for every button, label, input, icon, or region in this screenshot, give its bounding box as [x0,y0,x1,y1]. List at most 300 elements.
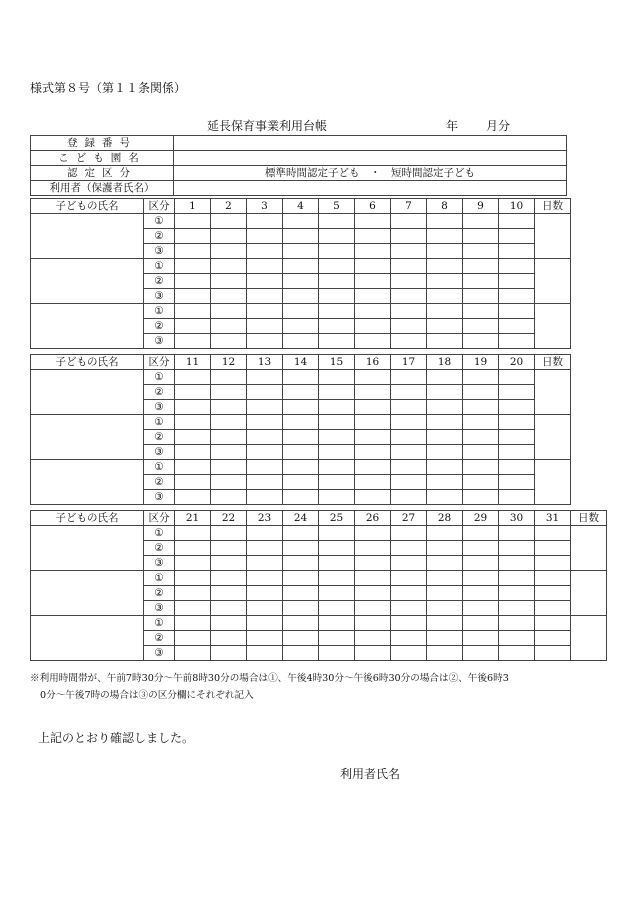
day-cell[interactable] [247,244,283,259]
day-cell[interactable] [211,526,247,541]
day-cell[interactable] [247,556,283,571]
day-cell[interactable] [355,430,391,445]
day-cell[interactable] [319,445,355,460]
day-cell[interactable] [463,214,499,229]
day-cell[interactable] [175,214,211,229]
day-cell[interactable] [283,289,319,304]
day-cell[interactable] [247,319,283,334]
child-name-field[interactable] [31,415,144,460]
day-cell[interactable] [319,571,355,586]
day-cell[interactable] [319,289,355,304]
day-cell[interactable] [283,259,319,274]
day-cell[interactable] [427,274,463,289]
day-cell[interactable] [175,370,211,385]
day-cell[interactable] [499,556,535,571]
day-cell[interactable] [427,556,463,571]
day-cell[interactable] [499,601,535,616]
day-cell[interactable] [499,214,535,229]
day-cell[interactable] [355,400,391,415]
day-cell[interactable] [499,274,535,289]
day-cell[interactable] [391,244,427,259]
day-cell[interactable] [283,526,319,541]
day-cell[interactable] [355,475,391,490]
day-cell[interactable] [355,571,391,586]
day-cell[interactable] [283,616,319,631]
day-cell[interactable] [463,556,499,571]
day-cell[interactable] [211,334,247,349]
day-cell[interactable] [355,616,391,631]
day-cell[interactable] [499,586,535,601]
day-cell[interactable] [499,244,535,259]
day-cell[interactable] [499,415,535,430]
day-cell[interactable] [211,556,247,571]
day-cell[interactable] [319,541,355,556]
day-cell[interactable] [211,430,247,445]
day-cell[interactable] [211,304,247,319]
day-cell[interactable] [391,460,427,475]
day-cell[interactable] [319,556,355,571]
child-name-field[interactable] [31,460,144,505]
day-cell[interactable] [391,289,427,304]
day-cell[interactable] [283,244,319,259]
day-cell[interactable] [427,259,463,274]
child-name-field[interactable] [31,571,144,616]
day-cell[interactable] [211,541,247,556]
day-cell[interactable] [283,646,319,661]
day-cell[interactable] [211,571,247,586]
day-cell[interactable] [247,229,283,244]
day-cell[interactable] [427,304,463,319]
day-cell[interactable] [427,445,463,460]
day-cell[interactable] [175,631,211,646]
day-cell[interactable] [391,586,427,601]
day-cell[interactable] [211,370,247,385]
day-cell[interactable] [247,646,283,661]
day-cell[interactable] [247,304,283,319]
day-cell[interactable] [283,415,319,430]
day-cell[interactable] [427,430,463,445]
day-cell[interactable] [283,601,319,616]
day-cell[interactable] [247,490,283,505]
day-cell[interactable] [247,526,283,541]
day-cell[interactable] [535,631,571,646]
day-cell[interactable] [247,370,283,385]
day-cell[interactable] [355,601,391,616]
day-cell[interactable] [211,214,247,229]
day-cell[interactable] [355,274,391,289]
day-cell[interactable] [463,646,499,661]
day-cell[interactable] [499,541,535,556]
day-cell[interactable] [319,460,355,475]
day-cell[interactable] [319,430,355,445]
day-cell[interactable] [355,334,391,349]
day-cell[interactable] [427,541,463,556]
day-cell[interactable] [211,229,247,244]
day-cell[interactable] [283,475,319,490]
day-cell[interactable] [499,334,535,349]
day-cell[interactable] [175,415,211,430]
day-cell[interactable] [319,214,355,229]
day-cell[interactable] [427,400,463,415]
day-cell[interactable] [211,475,247,490]
day-cell[interactable] [211,259,247,274]
day-cell[interactable] [499,385,535,400]
day-cell[interactable] [211,289,247,304]
day-cell[interactable] [535,541,571,556]
days-count-field[interactable] [535,460,571,505]
day-cell[interactable] [211,244,247,259]
day-cell[interactable] [247,475,283,490]
day-cell[interactable] [499,304,535,319]
day-cell[interactable] [391,214,427,229]
day-cell[interactable] [355,319,391,334]
day-cell[interactable] [463,631,499,646]
day-cell[interactable] [391,415,427,430]
day-cell[interactable] [427,244,463,259]
day-cell[interactable] [211,400,247,415]
day-cell[interactable] [463,274,499,289]
days-count-field[interactable] [535,214,571,259]
day-cell[interactable] [499,445,535,460]
day-cell[interactable] [319,490,355,505]
day-cell[interactable] [535,601,571,616]
day-cell[interactable] [211,631,247,646]
day-cell[interactable] [391,556,427,571]
day-cell[interactable] [463,445,499,460]
day-cell[interactable] [391,571,427,586]
day-cell[interactable] [319,601,355,616]
day-cell[interactable] [319,304,355,319]
day-cell[interactable] [463,475,499,490]
day-cell[interactable] [175,385,211,400]
day-cell[interactable] [319,259,355,274]
day-cell[interactable] [283,370,319,385]
day-cell[interactable] [427,415,463,430]
day-cell[interactable] [319,475,355,490]
day-cell[interactable] [211,415,247,430]
day-cell[interactable] [283,229,319,244]
days-count-field[interactable] [571,571,607,616]
day-cell[interactable] [283,274,319,289]
day-cell[interactable] [319,400,355,415]
day-cell[interactable] [283,541,319,556]
day-cell[interactable] [355,631,391,646]
day-cell[interactable] [247,586,283,601]
day-cell[interactable] [391,541,427,556]
user-guardian-field[interactable] [174,181,567,196]
day-cell[interactable] [427,601,463,616]
child-name-field[interactable] [31,616,144,661]
day-cell[interactable] [499,319,535,334]
day-cell[interactable] [391,616,427,631]
registration-number-field[interactable] [174,136,567,151]
day-cell[interactable] [391,229,427,244]
day-cell[interactable] [499,646,535,661]
day-cell[interactable] [355,541,391,556]
day-cell[interactable] [535,646,571,661]
day-cell[interactable] [463,259,499,274]
day-cell[interactable] [499,526,535,541]
day-cell[interactable] [427,334,463,349]
child-name-field[interactable] [31,304,144,349]
day-cell[interactable] [427,289,463,304]
day-cell[interactable] [175,259,211,274]
day-cell[interactable] [391,334,427,349]
day-cell[interactable] [535,616,571,631]
day-cell[interactable] [391,631,427,646]
day-cell[interactable] [355,214,391,229]
day-cell[interactable] [391,490,427,505]
day-cell[interactable] [247,385,283,400]
day-cell[interactable] [463,400,499,415]
child-name-field[interactable] [31,526,144,571]
days-count-field[interactable] [535,304,571,349]
day-cell[interactable] [175,616,211,631]
day-cell[interactable] [391,304,427,319]
day-cell[interactable] [535,526,571,541]
day-cell[interactable] [319,646,355,661]
day-cell[interactable] [427,475,463,490]
day-cell[interactable] [283,334,319,349]
day-cell[interactable] [355,244,391,259]
day-cell[interactable] [283,214,319,229]
day-cell[interactable] [211,601,247,616]
day-cell[interactable] [211,646,247,661]
day-cell[interactable] [427,319,463,334]
days-count-field[interactable] [535,370,571,415]
day-cell[interactable] [175,490,211,505]
day-cell[interactable] [463,586,499,601]
day-cell[interactable] [463,430,499,445]
day-cell[interactable] [463,304,499,319]
day-cell[interactable] [463,415,499,430]
day-cell[interactable] [391,259,427,274]
day-cell[interactable] [427,586,463,601]
day-cell[interactable] [355,304,391,319]
day-cell[interactable] [283,490,319,505]
day-cell[interactable] [499,430,535,445]
day-cell[interactable] [355,259,391,274]
day-cell[interactable] [427,460,463,475]
day-cell[interactable] [499,400,535,415]
day-cell[interactable] [463,370,499,385]
day-cell[interactable] [319,616,355,631]
day-cell[interactable] [175,400,211,415]
day-cell[interactable] [175,526,211,541]
day-cell[interactable] [283,460,319,475]
day-cell[interactable] [211,385,247,400]
day-cell[interactable] [319,526,355,541]
day-cell[interactable] [319,229,355,244]
day-cell[interactable] [427,214,463,229]
days-count-field[interactable] [571,616,607,661]
day-cell[interactable] [463,571,499,586]
day-cell[interactable] [499,616,535,631]
day-cell[interactable] [247,430,283,445]
day-cell[interactable] [247,214,283,229]
child-name-field[interactable] [31,214,144,259]
day-cell[interactable] [247,334,283,349]
day-cell[interactable] [463,460,499,475]
days-count-field[interactable] [535,415,571,460]
day-cell[interactable] [535,571,571,586]
day-cell[interactable] [355,526,391,541]
day-cell[interactable] [391,370,427,385]
day-cell[interactable] [499,631,535,646]
day-cell[interactable] [463,319,499,334]
day-cell[interactable] [499,490,535,505]
day-cell[interactable] [391,445,427,460]
day-cell[interactable] [391,385,427,400]
day-cell[interactable] [499,475,535,490]
day-cell[interactable] [319,385,355,400]
day-cell[interactable] [355,229,391,244]
day-cell[interactable] [247,631,283,646]
day-cell[interactable] [247,259,283,274]
day-cell[interactable] [319,274,355,289]
day-cell[interactable] [355,490,391,505]
day-cell[interactable] [427,646,463,661]
day-cell[interactable] [175,475,211,490]
day-cell[interactable] [391,646,427,661]
day-cell[interactable] [499,370,535,385]
day-cell[interactable] [355,370,391,385]
day-cell[interactable] [535,556,571,571]
day-cell[interactable] [247,541,283,556]
day-cell[interactable] [211,319,247,334]
day-cell[interactable] [355,289,391,304]
day-cell[interactable] [319,586,355,601]
day-cell[interactable] [175,289,211,304]
day-cell[interactable] [175,586,211,601]
day-cell[interactable] [355,385,391,400]
day-cell[interactable] [391,526,427,541]
day-cell[interactable] [427,631,463,646]
day-cell[interactable] [427,229,463,244]
day-cell[interactable] [355,460,391,475]
day-cell[interactable] [247,616,283,631]
day-cell[interactable] [247,415,283,430]
day-cell[interactable] [211,616,247,631]
day-cell[interactable] [247,601,283,616]
day-cell[interactable] [175,304,211,319]
day-cell[interactable] [355,415,391,430]
day-cell[interactable] [463,541,499,556]
child-name-field[interactable] [31,259,144,304]
day-cell[interactable] [175,430,211,445]
day-cell[interactable] [211,274,247,289]
day-cell[interactable] [211,586,247,601]
day-cell[interactable] [355,556,391,571]
day-cell[interactable] [211,445,247,460]
day-cell[interactable] [499,229,535,244]
day-cell[interactable] [355,586,391,601]
day-cell[interactable] [391,400,427,415]
day-cell[interactable] [391,319,427,334]
day-cell[interactable] [247,460,283,475]
day-cell[interactable] [175,445,211,460]
day-cell[interactable] [283,631,319,646]
day-cell[interactable] [427,616,463,631]
facility-name-field[interactable] [174,151,567,166]
days-count-field[interactable] [535,259,571,304]
day-cell[interactable] [247,400,283,415]
day-cell[interactable] [247,571,283,586]
day-cell[interactable] [283,304,319,319]
day-cell[interactable] [463,490,499,505]
day-cell[interactable] [427,370,463,385]
day-cell[interactable] [283,430,319,445]
day-cell[interactable] [391,475,427,490]
day-cell[interactable] [283,319,319,334]
day-cell[interactable] [499,571,535,586]
day-cell[interactable] [283,400,319,415]
day-cell[interactable] [391,601,427,616]
day-cell[interactable] [463,244,499,259]
day-cell[interactable] [247,289,283,304]
day-cell[interactable] [463,289,499,304]
day-cell[interactable] [463,601,499,616]
day-cell[interactable] [175,274,211,289]
day-cell[interactable] [427,526,463,541]
day-cell[interactable] [427,490,463,505]
day-cell[interactable] [427,385,463,400]
day-cell[interactable] [391,430,427,445]
day-cell[interactable] [283,571,319,586]
day-cell[interactable] [283,556,319,571]
day-cell[interactable] [319,244,355,259]
day-cell[interactable] [211,490,247,505]
child-name-field[interactable] [31,370,144,415]
day-cell[interactable] [463,385,499,400]
day-cell[interactable] [175,541,211,556]
day-cell[interactable] [175,460,211,475]
certification-options[interactable]: 標準時間認定子ども ・ 短時間認定子ども [174,166,567,181]
day-cell[interactable] [319,370,355,385]
day-cell[interactable] [319,319,355,334]
day-cell[interactable] [463,616,499,631]
day-cell[interactable] [499,259,535,274]
day-cell[interactable] [463,526,499,541]
day-cell[interactable] [427,571,463,586]
day-cell[interactable] [499,460,535,475]
day-cell[interactable] [391,274,427,289]
day-cell[interactable] [535,586,571,601]
day-cell[interactable] [175,556,211,571]
day-cell[interactable] [175,319,211,334]
day-cell[interactable] [355,445,391,460]
day-cell[interactable] [247,274,283,289]
day-cell[interactable] [463,229,499,244]
day-cell[interactable] [175,229,211,244]
day-cell[interactable] [175,244,211,259]
day-cell[interactable] [319,334,355,349]
day-cell[interactable] [247,445,283,460]
day-cell[interactable] [283,385,319,400]
day-cell[interactable] [319,631,355,646]
day-cell[interactable] [175,601,211,616]
day-cell[interactable] [175,646,211,661]
day-cell[interactable] [175,571,211,586]
day-cell[interactable] [499,289,535,304]
day-cell[interactable] [175,334,211,349]
day-cell[interactable] [463,334,499,349]
day-cell[interactable] [211,460,247,475]
day-cell[interactable] [355,646,391,661]
day-cell[interactable] [319,415,355,430]
day-cell[interactable] [283,586,319,601]
day-cell[interactable] [283,445,319,460]
